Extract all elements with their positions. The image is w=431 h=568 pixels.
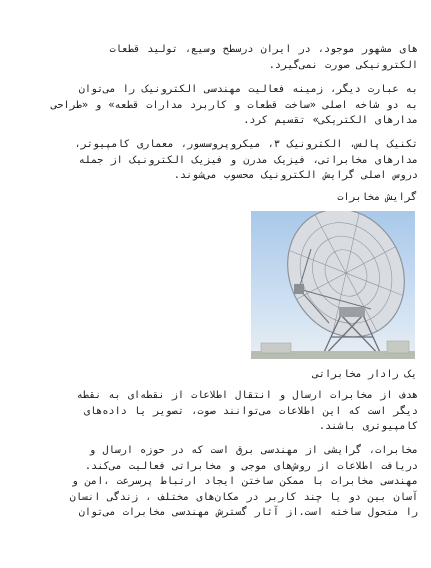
- radar-dish-icon: [251, 211, 415, 359]
- text-line: کامپیوتری باشند.: [318, 421, 418, 432]
- text-line: های مشهور موجود، در ایران درسطح وسیع، تولید قطعات: [109, 44, 418, 55]
- text-line: تکنیک پالس، الکترونیک ۳، میکروپروسسور، معماری کامپیوتر،: [74, 139, 418, 150]
- text-line: دیگر است که این اطلاعات می‌توانند صوت، تصویر یا داده‌های: [83, 405, 418, 417]
- section-heading: گرایش مخابرات: [337, 192, 417, 203]
- text-line: به دو شاخه اصلی «ساخت قطعات و کاربرد مدارات قطعه» و «طراحی: [51, 99, 418, 111]
- figure-caption: یک رادار مخابراتی: [312, 369, 417, 380]
- paragraph-intro: [30, 42, 418, 73]
- paragraph-electronics-courses: [30, 137, 418, 184]
- text-line: مهندسی مخابرات با ممکن ساختن ایجاد ارتباط پرسرعت ،امن و: [71, 476, 418, 487]
- text-line: الکترونیکی صورت نمی‌گیرد.: [268, 59, 418, 71]
- text-line: دریافت اطلاعات از روش‌های موجی و مخابراتی فعالیت می‌کند.: [84, 460, 418, 472]
- paragraph-telecom-goal: [30, 388, 418, 435]
- text-line: را متحول ساخته است.از آثار گسترش مهندسی مخابرات می‌توان: [78, 507, 418, 518]
- text-line: دروس اصلی گرایش الکترونیک محسوب می‌شوند.: [173, 170, 418, 181]
- text-line: مدارهای مخابراتی، فیزیک مدرن و فیزیک الکترونیک از جمله: [78, 154, 418, 166]
- radar-dish-image: [251, 211, 415, 359]
- text-line: آسان بین دو یا چند کاربر در مکان‌های مختلف ، زندگی انسان: [69, 491, 418, 503]
- paragraph-telecom-definition: [30, 443, 418, 521]
- text-line: مخابرات، گرایشی از مهندسی برق است که در حوزه ارسال و: [89, 445, 418, 456]
- paragraph-electronics-fields: [30, 82, 418, 129]
- text-line: به عبارت دیگر، زمینه فعالیت مهندسی الکترونیک را می‌توان: [78, 84, 418, 95]
- text-line: مدارهای الکتریکی» تقسیم کرد.: [243, 115, 418, 126]
- text-line: هدف از مخابرات ارسال و انتقال اطلاعات از نقطه‌ای به نقطه: [76, 390, 418, 401]
